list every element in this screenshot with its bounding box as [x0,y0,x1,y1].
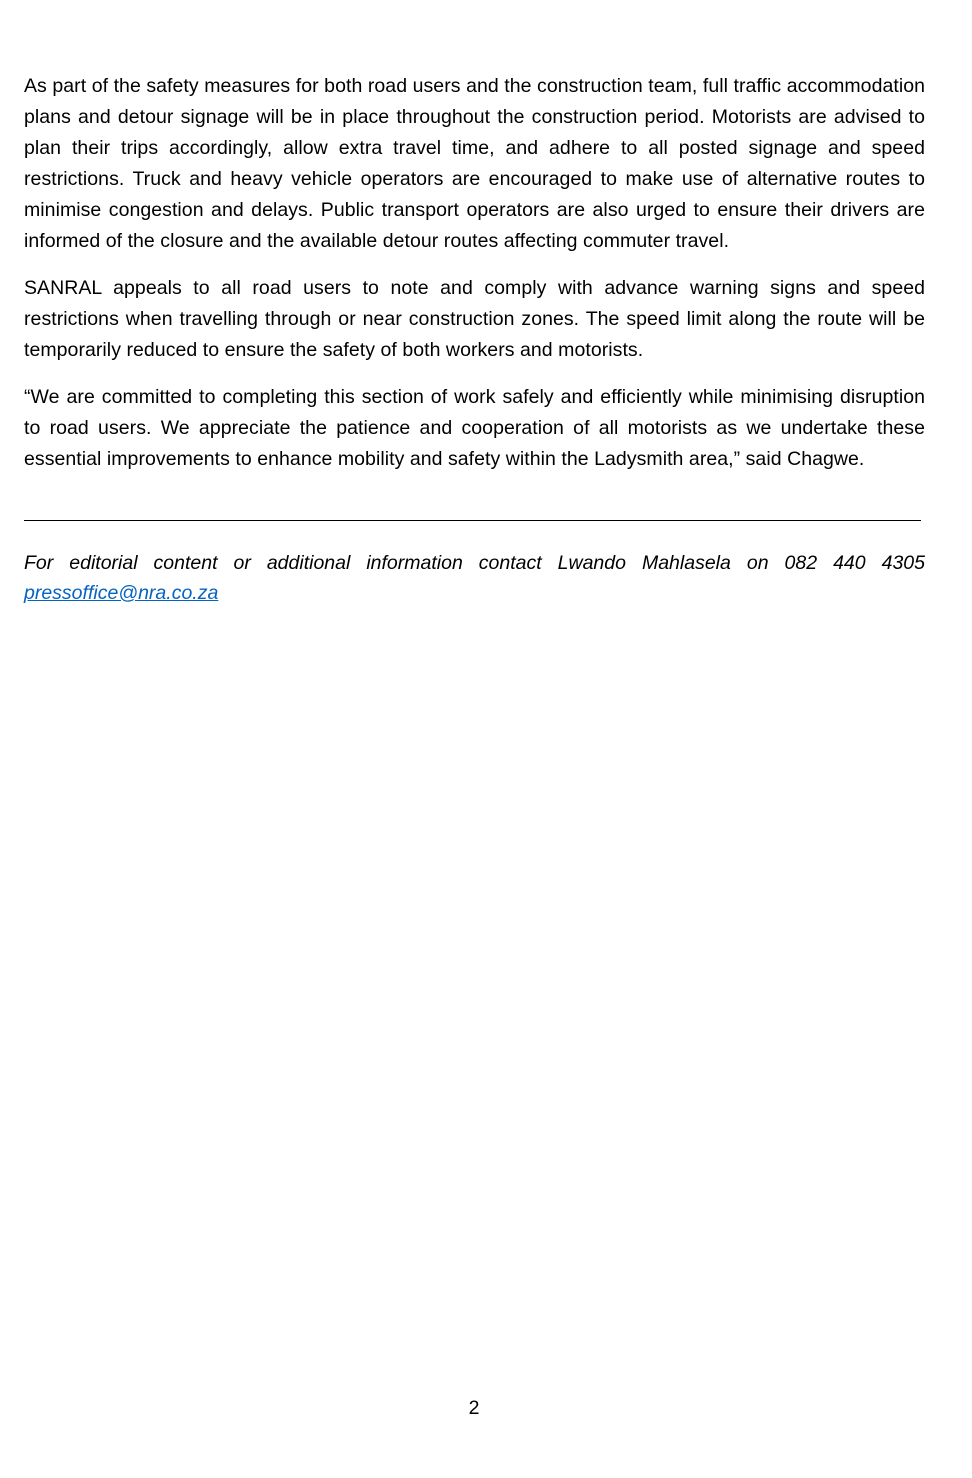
page-number: 2 [468,1397,480,1419]
body-paragraph-2: SANRAL appeals to all road users to note and comply with advance warning signs and speed restrictions when travelling through or near construction zones. The speed limit along the route will be temporarily reduced to ensure the safety of both workers and motorists. [24,277,925,361]
section-divider [24,520,921,521]
body-paragraph-1: As part of the safety measures for both road users and the construction team, full traffic accommodation plans and detour signage will be in place throughout the construction period. Motorists are advised to plan their trips accordingly, allow extra travel time, and adhere to all posted signage and speed restrictions. Truck and heavy vehicle operators are encouraged to make use of alternative routes to minimise congestion and delays. Public transport operators are also urged to ensure their drivers are informed of the closure and the available detour routes affecting commuter travel. [24,75,925,252]
document-page [24,71,925,608]
body-paragraph-3: “We are committed to completing this section of work safely and efficiently while minimising disruption to road users. We appreciate the patience and cooperation of all motorists as we undertake these essential improvements to enhance mobility and safety within the Ladysmith area,” said Chagwe. [24,386,925,470]
press-office-email-link[interactable]: pressoffice@nra.co.za [24,582,219,604]
contact-info: For editorial content or additional information contact Lwando Mahlasela on 082 440 4305 [24,552,925,574]
